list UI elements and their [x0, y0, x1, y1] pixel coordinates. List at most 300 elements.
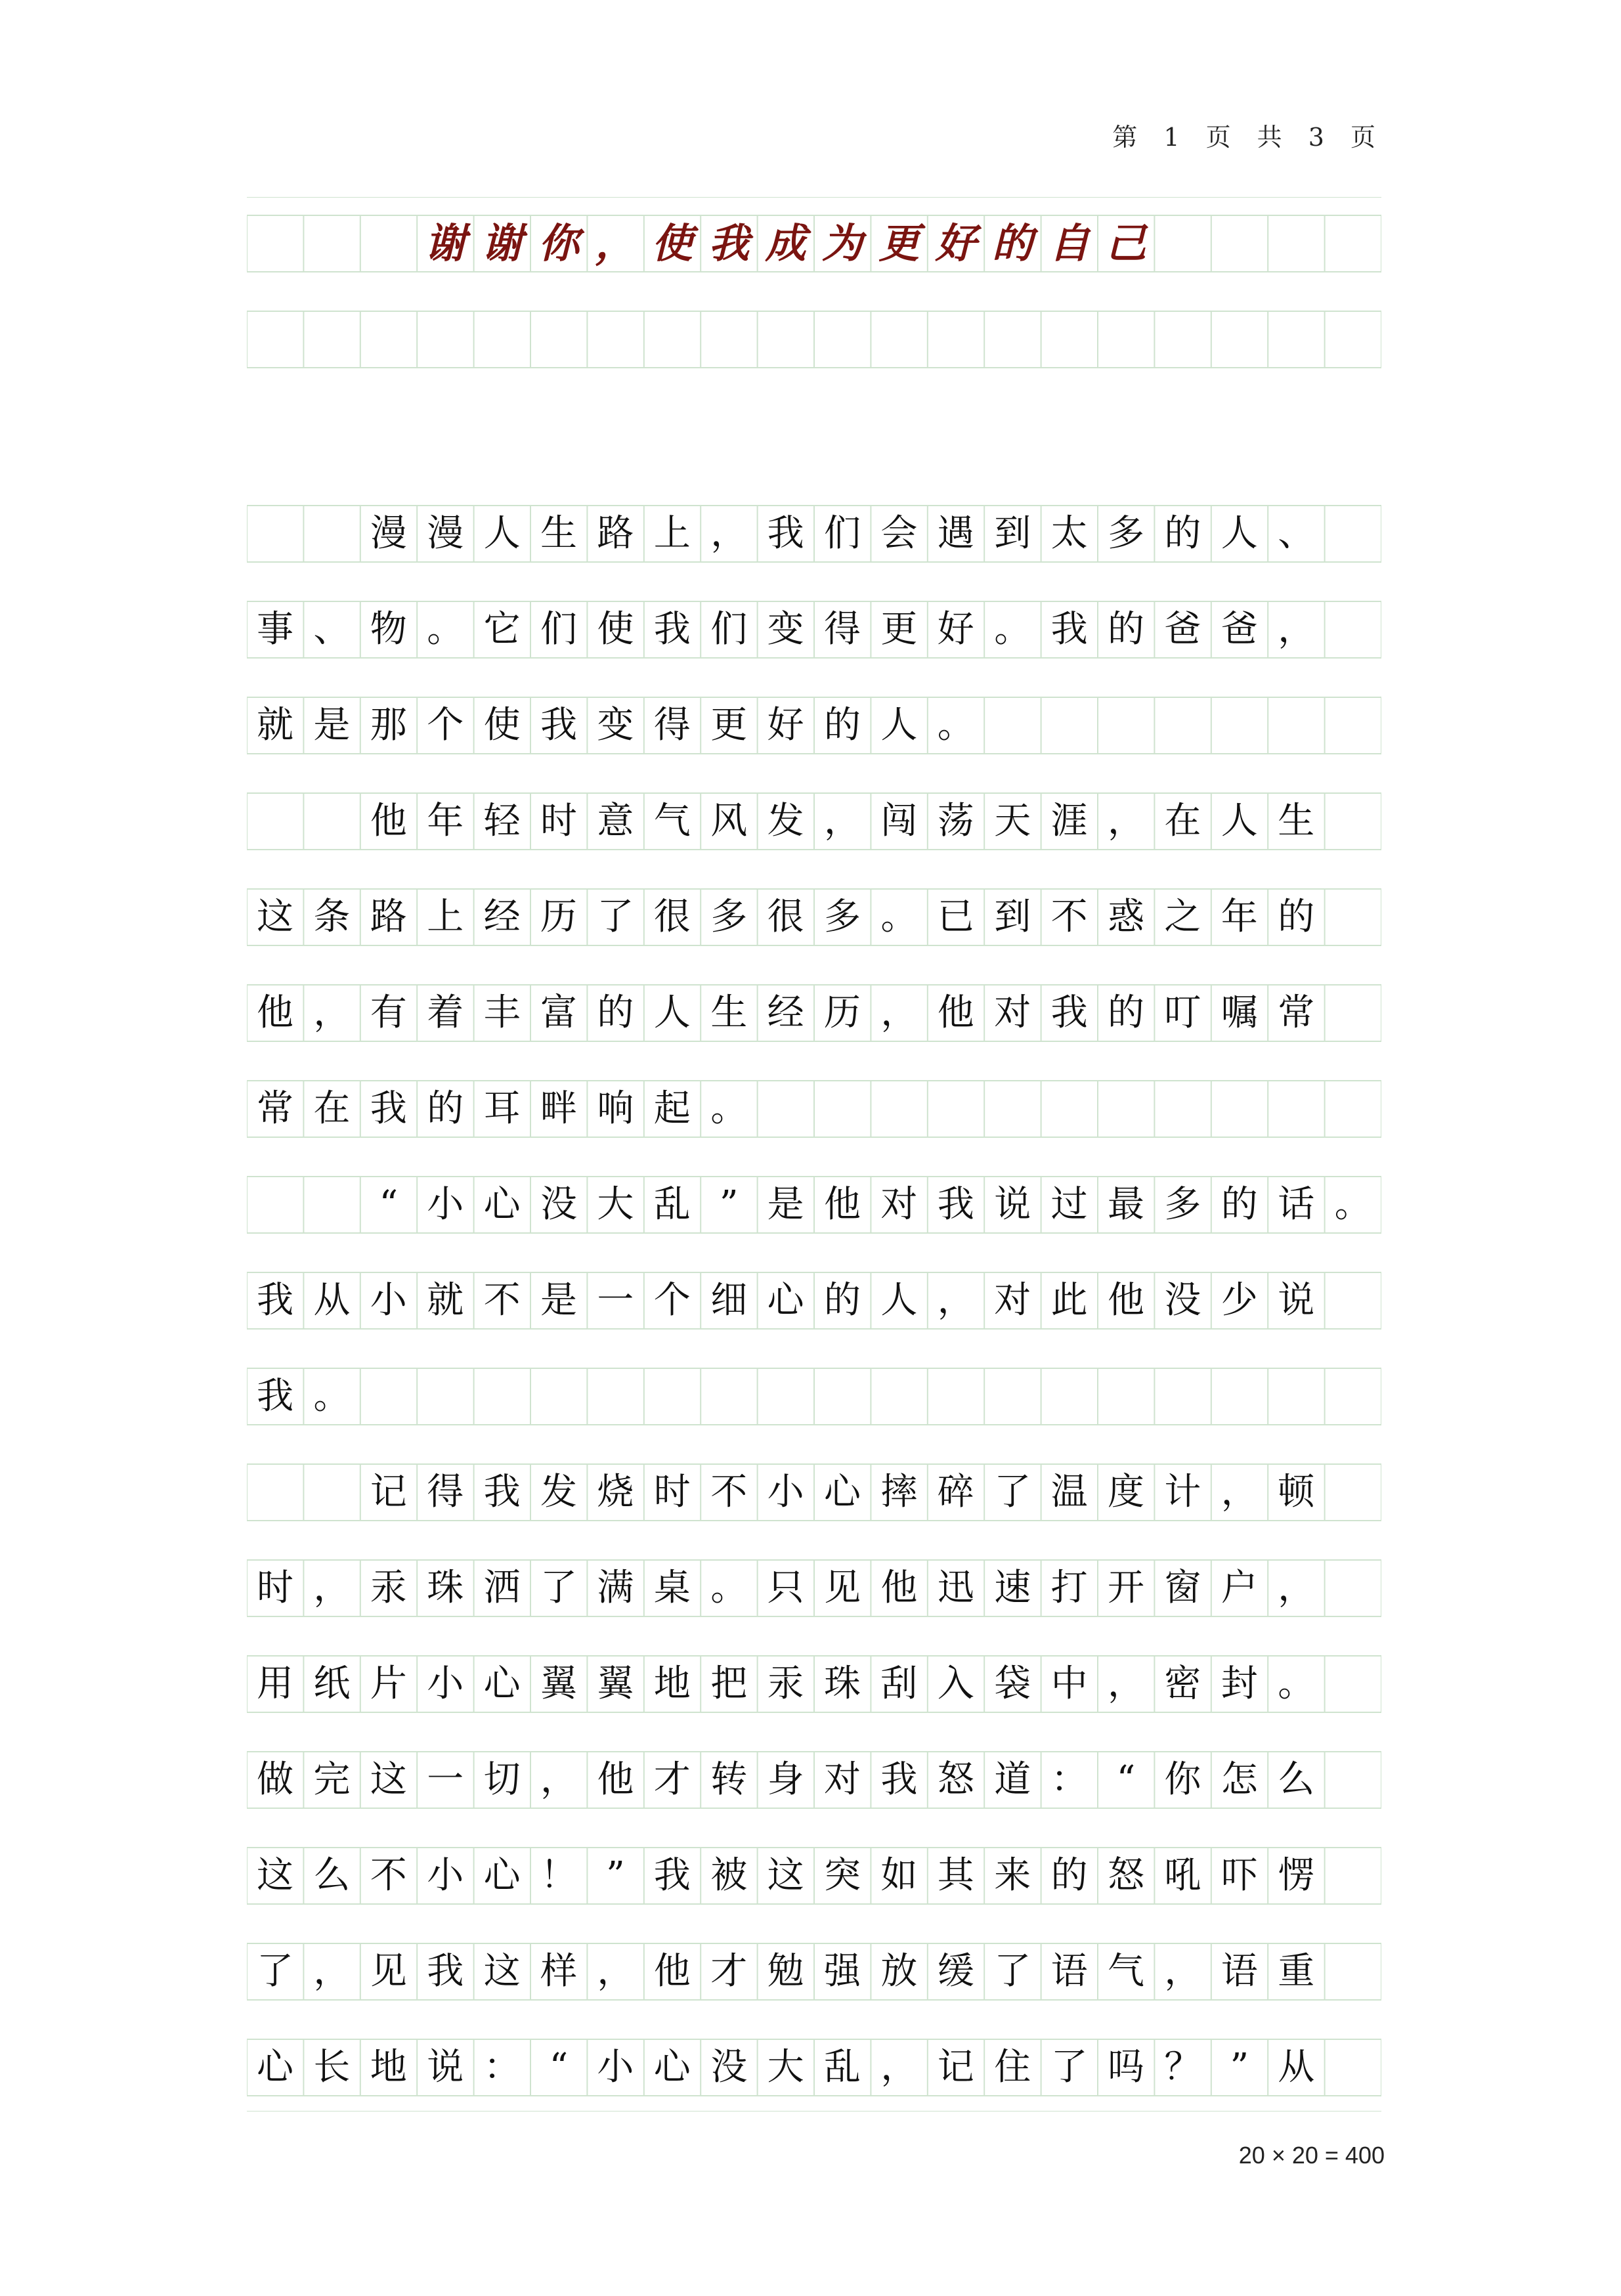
essay-char: 人: [880, 1279, 918, 1322]
essay-char: 他: [880, 1567, 918, 1609]
essay-char: ，: [710, 512, 748, 555]
essay-line: [247, 1272, 1381, 1329]
essay-char: 入: [937, 1662, 974, 1705]
essay-char: 意: [597, 800, 634, 842]
essay-char: 少: [1221, 1279, 1258, 1322]
essay-char: 速: [994, 1567, 1031, 1609]
essay-char: ，: [1278, 1567, 1315, 1609]
essay-char: 。: [710, 1567, 748, 1609]
essay-char: 那: [370, 704, 407, 747]
title-char: 谢: [481, 219, 523, 267]
essay-char: ，: [880, 991, 918, 1034]
essay-char: 见: [824, 1567, 861, 1609]
essay-char: 么: [313, 1854, 351, 1897]
essay-char: 已: [937, 896, 974, 938]
essay-char: 到: [994, 512, 1031, 555]
essay-char: 他: [370, 800, 407, 842]
essay-char: 么: [1278, 1758, 1315, 1801]
essay-line: [247, 1943, 1381, 2000]
essay-char: 用: [257, 1662, 293, 1705]
essay-char: 片: [370, 1662, 407, 1705]
essay-char: 大: [767, 2046, 804, 2089]
essay-char: 乱: [653, 1183, 691, 1226]
essay-char: 在: [1164, 800, 1201, 842]
essay-char: 。: [937, 704, 974, 747]
essay-char: 他: [653, 1950, 691, 1993]
essay-line: [247, 1081, 1381, 1137]
title-char: 己: [1105, 219, 1146, 267]
essay-char: 细: [710, 1279, 748, 1322]
essay-char: 愣: [1278, 1854, 1315, 1897]
essay-char: 生: [540, 512, 577, 555]
essay-char: ，: [1108, 800, 1144, 842]
essay-char: ，: [1164, 1950, 1201, 1993]
essay-char: 吗: [1108, 2046, 1144, 2089]
essay-char: 我: [1050, 608, 1088, 651]
essay-char: 我: [257, 1375, 293, 1418]
essay-line: [247, 1177, 1381, 1233]
essay-char: 耳: [483, 1087, 521, 1130]
essay-char: 多: [710, 896, 748, 938]
essay-char: 做: [257, 1758, 293, 1801]
essay-char: 洒: [483, 1567, 521, 1609]
essay-char: 桌: [653, 1567, 691, 1609]
essay-char: 汞: [767, 1662, 804, 1705]
essay-char: 爸: [1221, 608, 1258, 651]
essay-char: 时: [257, 1567, 293, 1609]
essay-char: 惑: [1108, 896, 1144, 938]
title-char: 我: [708, 219, 750, 267]
essay-char: 如: [880, 1854, 918, 1897]
essay-char: 没: [710, 2046, 748, 2089]
essay-char: 我: [767, 512, 804, 555]
essay-char: 我: [257, 1279, 293, 1322]
essay-char: 年: [1221, 896, 1258, 938]
essay-char: 我: [653, 608, 691, 651]
essay-line: [247, 697, 1381, 754]
essay-char: 其: [937, 1854, 974, 1897]
essay-char: 说: [994, 1183, 1031, 1226]
title-char: 你: [538, 219, 579, 267]
essay-char: 上: [427, 896, 464, 938]
essay-line: [247, 506, 1381, 562]
essay-char: 就: [427, 1279, 464, 1322]
grid-count-footer: 20 × 20 = 400: [1238, 2142, 1385, 2169]
essay-char: 怒: [937, 1758, 974, 1801]
essay-char: 缓: [937, 1950, 974, 1993]
essay-char: 太: [1050, 512, 1088, 555]
essay-char: 历: [824, 991, 861, 1034]
essay-char: 事: [257, 608, 293, 651]
essay-char: 的: [1164, 512, 1201, 555]
essay-char: 一: [427, 1758, 464, 1801]
essay-char: 荡: [937, 800, 974, 842]
essay-char: 记: [370, 1471, 407, 1513]
essay-char: 小: [427, 1854, 464, 1897]
essay-char: 路: [370, 896, 407, 938]
essay-char: 过: [1050, 1183, 1088, 1226]
essay-char: 地: [653, 1662, 691, 1705]
essay-char: 常: [257, 1087, 293, 1130]
essay-char: 了: [994, 1471, 1031, 1513]
essay-char: 计: [1164, 1471, 1201, 1513]
essay-char: 气: [653, 800, 691, 842]
essay-title: [247, 215, 1381, 272]
essay-line: [247, 1464, 1381, 1521]
essay-char: 没: [1164, 1279, 1201, 1322]
essay-char: 道: [994, 1758, 1031, 1801]
essay-char: ”: [1230, 2046, 1249, 2089]
essay-char: 是: [540, 1279, 577, 1322]
essay-char: 多: [1108, 512, 1144, 555]
essay-char: 说: [427, 2046, 464, 2089]
essay-char: 这: [257, 896, 293, 938]
essay-char: ：: [483, 2046, 521, 2089]
essay-line: [247, 1752, 1381, 1808]
essay-char: 很: [767, 896, 804, 938]
essay-char: 他: [597, 1758, 634, 1801]
page-number-label: 第 1 页 共 3 页: [1112, 123, 1385, 152]
essay-char: 心: [824, 1471, 861, 1513]
essay-char: 这: [370, 1758, 407, 1801]
essay-char: 生: [710, 991, 748, 1034]
essay-char: 是: [767, 1183, 804, 1226]
essay-char: 之: [1164, 896, 1201, 938]
essay-char: 突: [824, 1854, 861, 1897]
essay-line: [247, 2039, 1381, 2096]
essay-char: 语: [1050, 1950, 1088, 1993]
title-char: 成: [765, 219, 806, 267]
essay-char: 珠: [427, 1567, 464, 1609]
essay-char: 开: [1108, 1567, 1144, 1609]
essay-char: 没: [540, 1183, 577, 1226]
essay-char: 放: [880, 1950, 918, 1993]
essay-char: 我: [880, 1758, 918, 1801]
essay-char: 翼: [597, 1662, 634, 1705]
essay-char: 小: [427, 1662, 464, 1705]
essay-char: 完: [313, 1758, 351, 1801]
essay-char: 烧: [597, 1471, 634, 1513]
essay-char: 是: [313, 704, 351, 747]
essay-char: 中: [1050, 1662, 1088, 1705]
essay-char: “: [549, 2046, 569, 2089]
title-char: 的: [992, 219, 1033, 267]
essay-char: 见: [370, 1950, 407, 1993]
essay-char: 重: [1278, 1950, 1315, 1993]
essay-char: 转: [710, 1758, 748, 1801]
essay-char: 闯: [880, 800, 918, 842]
essay-char: 更: [880, 608, 918, 651]
essay-char: ！: [540, 1854, 577, 1897]
essay-char: 不: [483, 1279, 521, 1322]
essay-char: 了: [994, 1950, 1031, 1993]
essay-char: 刮: [880, 1662, 918, 1705]
essay-char: 这: [257, 1854, 293, 1897]
essay-char: 大: [597, 1183, 634, 1226]
title-char: 使: [651, 219, 693, 267]
essay-char: 勉: [767, 1950, 804, 1993]
essay-char: 到: [994, 896, 1031, 938]
essay-char: 个: [653, 1279, 691, 1322]
essay-char: ，: [313, 991, 351, 1034]
essay-char: 的: [1108, 608, 1144, 651]
essay-line: [247, 2135, 1381, 2192]
essay-char: ，: [313, 1950, 351, 1993]
essay-char: 我: [1050, 991, 1088, 1034]
essay-char: 在: [313, 1087, 351, 1130]
title-char: 更: [878, 219, 920, 267]
essay-char: 汞: [370, 1567, 407, 1609]
essay-char: ：: [1050, 1758, 1088, 1801]
essay-char: 从: [1278, 2046, 1315, 2089]
essay-char: 语: [1221, 1950, 1258, 1993]
essay-char: 时: [653, 1471, 691, 1513]
essay-line: [247, 793, 1381, 850]
essay-char: 迅: [937, 1567, 974, 1609]
essay-char: 心: [483, 1854, 521, 1897]
essay-char: ，: [597, 1950, 634, 1993]
essay-char: 人: [483, 512, 521, 555]
essay-char: 。: [994, 608, 1031, 651]
essay-char: 使: [597, 608, 634, 651]
essay-char: ，: [880, 2046, 918, 2089]
essay-char: 地: [370, 2046, 407, 2089]
essay-char: ，: [937, 1279, 974, 1322]
essay-char: 此: [1050, 1279, 1088, 1322]
essay-char: 。: [427, 608, 464, 651]
essay-line: [247, 601, 1381, 658]
essay-char: 路: [597, 512, 634, 555]
essay-char: 小: [767, 1471, 804, 1513]
essay-char: 强: [824, 1950, 861, 1993]
essay-char: 的: [597, 991, 634, 1034]
essay-char: 你: [1164, 1758, 1201, 1801]
essay-char: 。: [710, 1087, 748, 1130]
essay-char: 漫: [427, 512, 464, 555]
essay-char: 从: [313, 1279, 351, 1322]
essay-char: 畔: [540, 1087, 577, 1130]
title-char: 好: [935, 219, 976, 267]
essay-char: 我: [483, 1471, 521, 1513]
essay-char: 的: [824, 704, 861, 747]
essay-char: 记: [937, 2046, 974, 2089]
essay-char: 条: [313, 896, 351, 938]
essay-char: 满: [597, 1567, 634, 1609]
essay-char: 摔: [880, 1471, 918, 1513]
essay-char: 多: [1164, 1183, 1201, 1226]
essay-char: 珠: [824, 1662, 861, 1705]
essay-char: 一: [597, 1279, 634, 1322]
essay-char: 怎: [1221, 1758, 1258, 1801]
essay-char: 样: [540, 1950, 577, 1993]
essay-char: 不: [1050, 896, 1088, 938]
essay-char: 心: [483, 1662, 521, 1705]
essay-char: 只: [767, 1567, 804, 1609]
essay-char: 物: [370, 608, 407, 651]
essay-char: 我: [653, 1854, 691, 1897]
essay-char: 起: [653, 1087, 691, 1130]
essay-char: 风: [710, 800, 748, 842]
essay-char: 。: [880, 896, 918, 938]
essay-char: 很: [653, 896, 691, 938]
essay-char: 叮: [1164, 991, 1201, 1034]
essay-char: 丰: [483, 991, 521, 1034]
essay-char: 人: [1221, 800, 1258, 842]
essay-char: 打: [1050, 1567, 1088, 1609]
essay-char: 们: [710, 608, 748, 651]
title-char: 为: [821, 219, 863, 267]
essay-char: 对: [994, 991, 1031, 1034]
essay-char: 生: [1278, 800, 1315, 842]
essay-char: 心: [483, 1183, 521, 1226]
essay-char: 这: [483, 1950, 521, 1993]
essay-char: 的: [1050, 1854, 1088, 1897]
essay-char: 好: [767, 704, 804, 747]
essay-char: 来: [994, 1854, 1031, 1897]
essay-char: ”: [606, 1854, 625, 1897]
essay-char: 度: [1108, 1471, 1144, 1513]
essay-char: 小: [597, 2046, 634, 2089]
essay-line: [247, 985, 1381, 1041]
essay-char: 会: [880, 512, 918, 555]
essay-line: [247, 889, 1381, 945]
essay-char: 了: [257, 1950, 293, 1993]
essay-char: 天: [994, 800, 1031, 842]
essay-char: 封: [1221, 1662, 1258, 1705]
essay-char: 着: [427, 991, 464, 1034]
essay-char: 变: [767, 608, 804, 651]
essay-char: 得: [427, 1471, 464, 1513]
essay-char: 对: [994, 1279, 1031, 1322]
essay-char: 就: [257, 704, 293, 747]
essay-char: 的: [427, 1087, 464, 1130]
essay-char: ，: [824, 800, 861, 842]
essay-char: 经: [483, 896, 521, 938]
essay-char: 碎: [937, 1471, 974, 1513]
essay-char: 住: [994, 2046, 1031, 2089]
essay-char: 了: [1050, 2046, 1088, 2089]
essay-char: 得: [653, 704, 691, 747]
essay-char: 们: [824, 512, 861, 555]
essay-char: 小: [427, 1183, 464, 1226]
essay-char: 他: [937, 991, 974, 1034]
essay-char: 乱: [824, 2046, 861, 2089]
essay-char: 时: [540, 800, 577, 842]
essay-char: 有: [370, 991, 407, 1034]
essay-char: 发: [767, 800, 804, 842]
essay-char: 人: [880, 704, 918, 747]
title-char: 自: [1048, 219, 1090, 267]
essay-char: 我: [370, 1087, 407, 1130]
essay-char: 我: [540, 704, 577, 747]
essay-char: 爸: [1164, 608, 1201, 651]
essay-char: 。: [1278, 1662, 1315, 1705]
title-char: ，: [595, 219, 636, 267]
essay-char: 。: [313, 1375, 351, 1418]
essay-char: 心: [653, 2046, 691, 2089]
essay-char: 轻: [483, 800, 521, 842]
essay-char: 的: [1278, 896, 1315, 938]
essay-char: 不: [370, 1854, 407, 1897]
essay-char: 他: [1108, 1279, 1144, 1322]
essay-char: 切: [483, 1758, 521, 1801]
essay-char: 最: [1108, 1183, 1144, 1226]
essay-char: 吓: [1221, 1854, 1258, 1897]
essay-char: 把: [710, 1662, 748, 1705]
essay-char: 。: [1334, 1183, 1372, 1226]
essay-char: 嘱: [1221, 991, 1258, 1034]
essay-char: 常: [1278, 991, 1315, 1034]
essay-char: 、: [1278, 512, 1315, 555]
essay-char: 了: [540, 1567, 577, 1609]
essay-char: 它: [483, 608, 521, 651]
essay-char: 富: [540, 991, 577, 1034]
title-char: 谢: [425, 219, 466, 267]
essay-char: 更: [710, 704, 748, 747]
essay-char: “: [379, 1183, 399, 1226]
essay-char: 的: [1108, 991, 1144, 1034]
essay-char: 吼: [1164, 1854, 1201, 1897]
essay-char: 密: [1164, 1662, 1201, 1705]
essay-char: 袋: [994, 1662, 1031, 1705]
essay-char: 漫: [370, 512, 407, 555]
essay-char: 窗: [1164, 1567, 1201, 1609]
essay-line: [247, 1560, 1381, 1616]
essay-char: 响: [597, 1087, 634, 1130]
essay-char: 翼: [540, 1662, 577, 1705]
essay-line: [247, 1848, 1381, 1904]
essay-char: 被: [710, 1854, 748, 1897]
essay-char: 温: [1050, 1471, 1088, 1513]
essay-char: 心: [257, 2046, 293, 2089]
essay-char: 们: [540, 608, 577, 651]
essay-char: 的: [1221, 1183, 1258, 1226]
essay-char: 对: [824, 1758, 861, 1801]
essay-char: 长: [313, 2046, 351, 2089]
essay-char: 我: [427, 1950, 464, 1993]
essay-char: 经: [767, 991, 804, 1034]
essay-char: “: [1116, 1758, 1136, 1801]
essay-char: 历: [540, 896, 577, 938]
essay-line: [247, 1368, 1381, 1425]
essay-char: 户: [1221, 1567, 1258, 1609]
essay-char: 他: [257, 991, 293, 1034]
essay-char: 年: [427, 800, 464, 842]
essay-char: 遇: [937, 512, 974, 555]
essay-char: ，: [540, 1758, 577, 1801]
essay-char: 发: [540, 1471, 577, 1513]
essay-char: 气: [1108, 1950, 1144, 1993]
essay-char: 心: [767, 1279, 804, 1322]
essay-char: 才: [653, 1758, 691, 1801]
essay-char: 得: [824, 608, 861, 651]
essay-char: ，: [1278, 608, 1315, 651]
essay-char: ，: [1108, 1662, 1144, 1705]
essay-char: 话: [1278, 1183, 1315, 1226]
essay-char: 了: [597, 896, 634, 938]
essay-char: 的: [824, 1279, 861, 1322]
essay-char: 变: [597, 704, 634, 747]
essay-char: 涯: [1050, 800, 1088, 842]
essay-char: 对: [880, 1183, 918, 1226]
essay-char: 小: [370, 1279, 407, 1322]
essay-char: 才: [710, 1950, 748, 1993]
essay-char: 使: [483, 704, 521, 747]
essay-char: 我: [937, 1183, 974, 1226]
essay-char: 不: [710, 1471, 748, 1513]
essay-char: 多: [824, 896, 861, 938]
essay-char: 他: [824, 1183, 861, 1226]
